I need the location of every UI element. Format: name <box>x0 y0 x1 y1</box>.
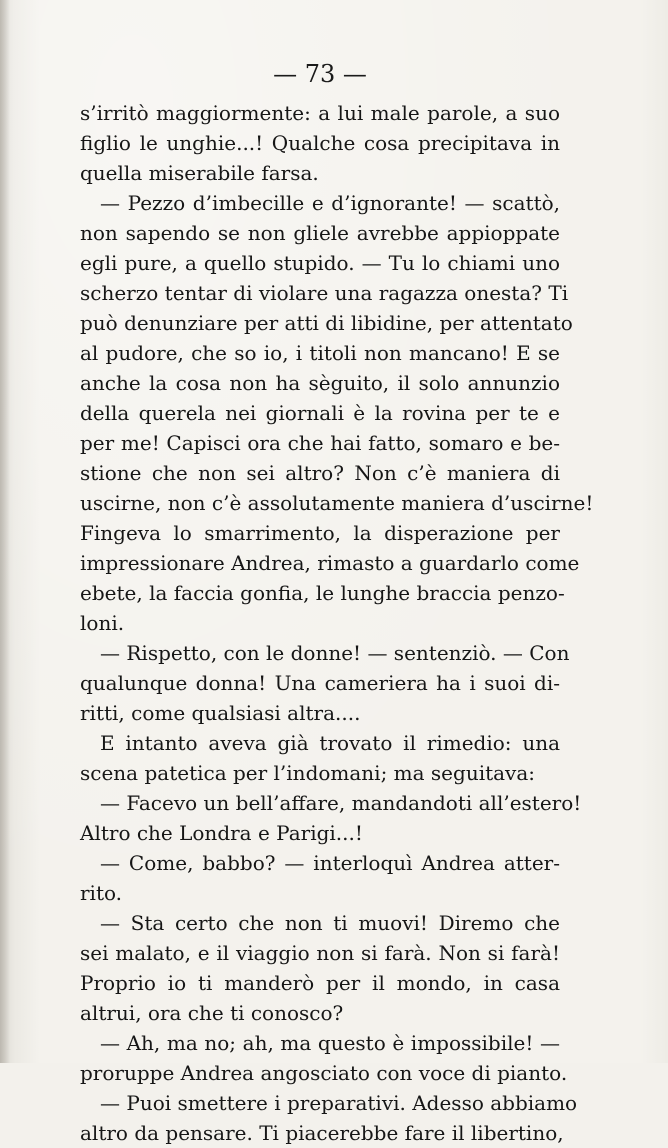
text-line: loni. <box>80 611 125 635</box>
text-line: impressionare Andrea, rimasto a guardarlo come <box>80 551 580 575</box>
text-line: proruppe Andrea angosciato con voce di pianto. <box>80 1061 568 1085</box>
text-line: della querela nei giornali è la rovina per te e <box>80 401 560 425</box>
text-line: — Sta certo che non ti muovi! Diremo che <box>80 911 560 935</box>
text-line: — Rispetto, con le donne! — sentenziò. — Con <box>80 641 570 665</box>
text-line: ritti, come qualsiasi altra.... <box>80 701 361 725</box>
body-text <box>80 98 594 1148</box>
page-number: — 73 — <box>273 60 367 88</box>
text-line: figlio le unghie...! Qualche cosa precipitava in <box>80 131 560 155</box>
text-line: egli pure, a quello stupido. — Tu lo chiami uno <box>80 251 560 275</box>
text-line: scena patetica per l’indomani; ma seguitava: <box>80 761 536 785</box>
text-line: altro da pensare. Ti piacerebbe fare il libertino, <box>80 1121 564 1145</box>
text-line: qualunque donna! Una cameriera ha i suoi di- <box>80 671 560 695</box>
text-line: — Pezzo d’imbecille e d’ignorante! — scattò, <box>80 191 560 215</box>
text-line: Proprio io ti manderò per il mondo, in casa <box>80 971 560 995</box>
text-line: rito. <box>80 881 123 905</box>
text-line: E intanto aveva già trovato il rimedio: una <box>80 731 560 755</box>
text-line: altrui, ora che ti conosco? <box>80 1001 344 1025</box>
text-line: uscirne, non c’è assolutamente maniera d’uscirne! <box>80 491 594 515</box>
text-line: non sapendo se non gliele avrebbe appioppate <box>80 221 560 245</box>
text-line: s’irritò maggiormente: a lui male parole, a suo <box>80 101 560 125</box>
text-line: può denunziare per atti di libidine, per attentato <box>80 311 573 335</box>
text-line: stione che non sei altro? Non c’è maniera di <box>80 461 560 485</box>
text-line: per me! Capisci ora che hai fatto, somaro e be- <box>80 431 560 455</box>
text-line: Fingeva lo smarrimento, la disperazione per <box>80 521 560 545</box>
text-line: sei malato, e il viaggio non si farà. Non si farà! <box>80 941 560 965</box>
text-line: al pudore, che so io, i titoli non mancano! E se <box>80 341 560 365</box>
text-line: — Ah, ma no; ah, ma questo è impossibile! — <box>80 1031 560 1055</box>
text-line: quella miserabile farsa. <box>80 161 319 185</box>
text-line: scherzo tentar di violare una ragazza onesta? Ti <box>80 281 569 305</box>
text-line: — Facevo un bell’affare, mandandoti all’estero! <box>80 791 582 815</box>
text-line: anche la cosa non ha sèguito, il solo annunzio <box>80 371 560 395</box>
text-line: ebete, la faccia gonfia, le lunghe braccia penzo- <box>80 581 565 605</box>
text-line: Altro che Londra e Parigi...! <box>80 821 363 845</box>
page-spine-shadow <box>0 0 10 1063</box>
text-line: — Puoi smettere i preparativi. Adesso abbiamo <box>80 1091 578 1115</box>
text-line: — Come, babbo? — interloquì Andrea atter- <box>80 851 560 875</box>
